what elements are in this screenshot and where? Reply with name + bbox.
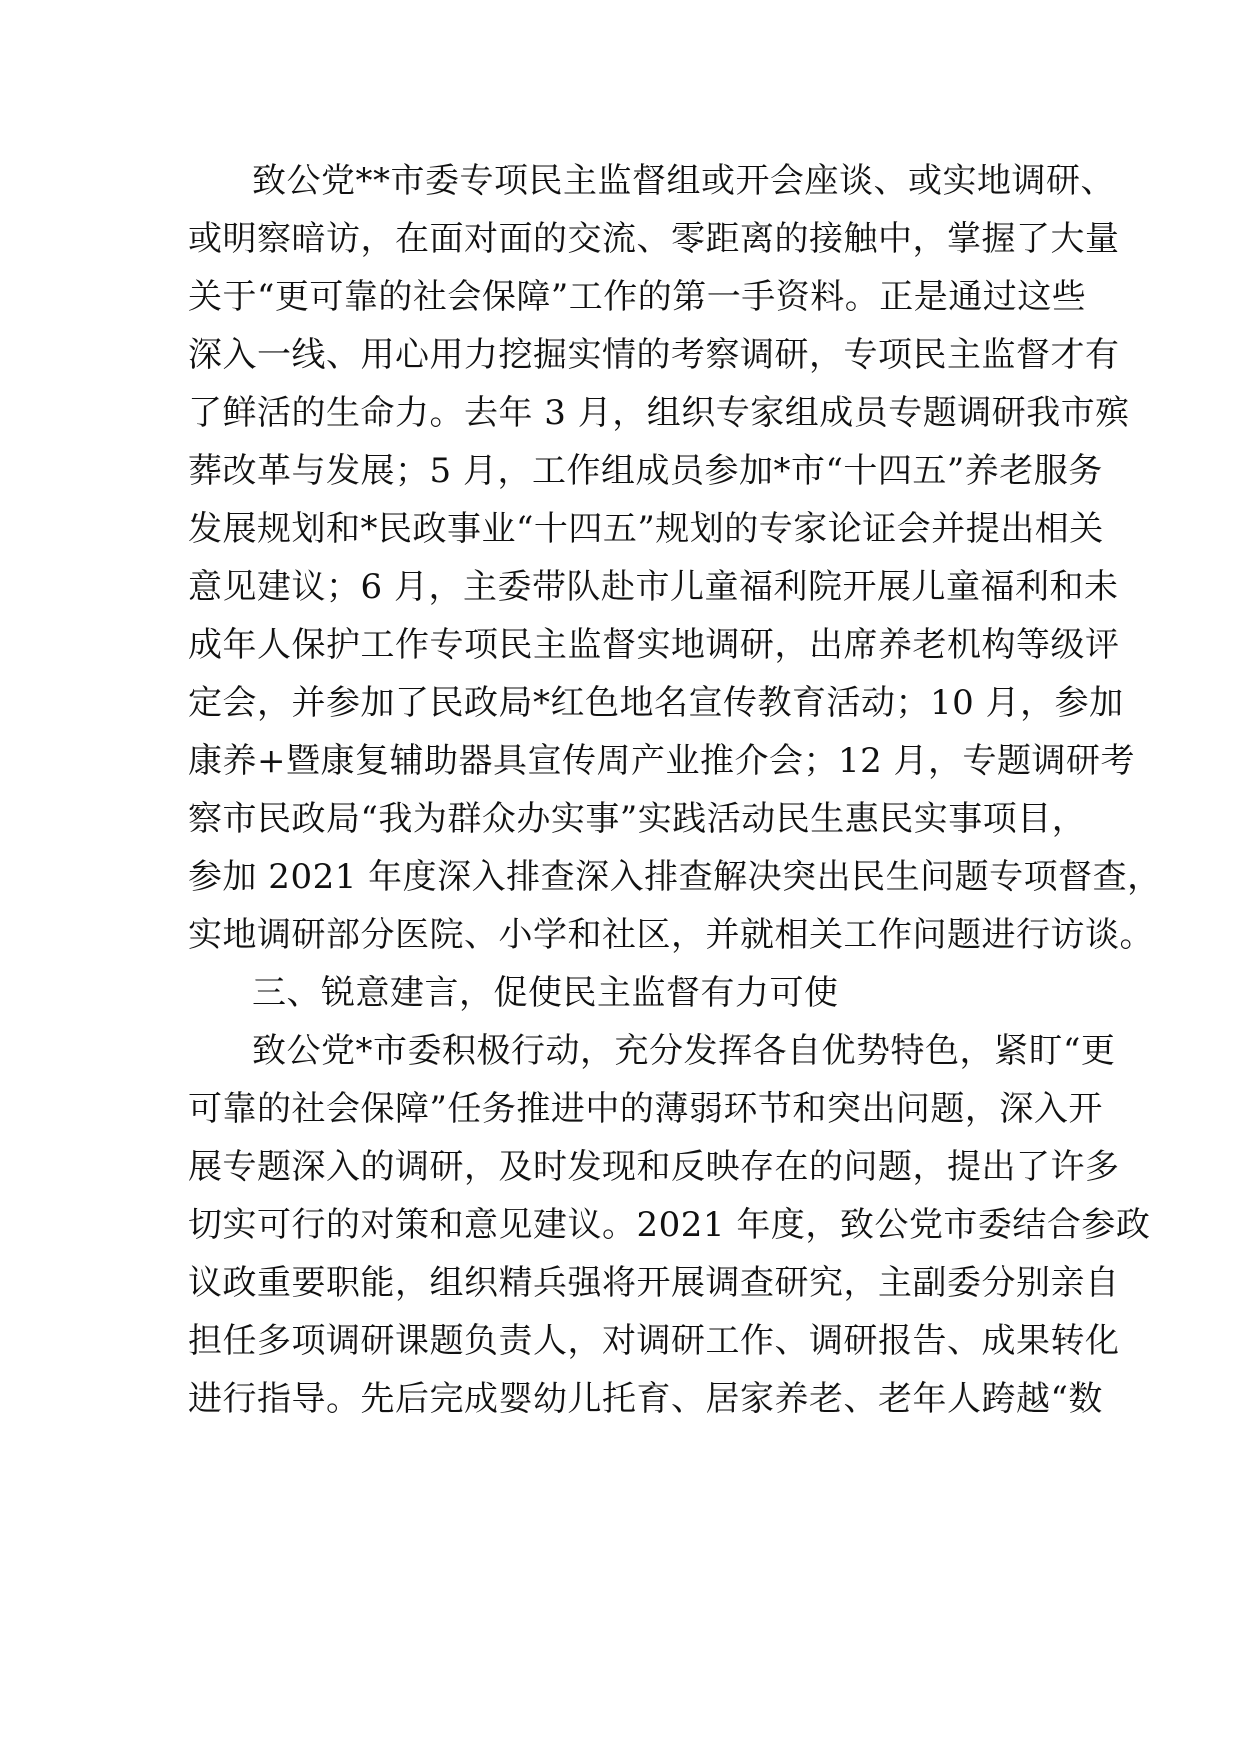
paragraph-1-line-1: 致公党**市委专项民主监督组或开会座谈、或实地调研、: [252, 161, 1115, 201]
paragraph-2-line-7: 进行指导。先后完成婴幼儿托育、居家养老、老年人跨越“数: [188, 1379, 1103, 1419]
paragraph-2-line-3: 展专题深入的调研，及时发现和反映存在的问题，提出了许多: [188, 1147, 1120, 1187]
section-heading: 三、锐意建言，促使民主监督有力可使: [252, 973, 839, 1013]
paragraph-1-line-2: 或明察暗访，在面对面的交流、零距离的接触中，掌握了大量: [188, 219, 1120, 259]
paragraph-1-line-3: 关于“更可靠的社会保障”工作的第一手资料。正是通过这些: [188, 277, 1087, 317]
paragraph-1-line-13: 参加 2021 年度深入排查深入排查解决突出民生问题专项督查，: [188, 857, 1162, 897]
paragraph-2-line-6: 担任多项调研课题负责人，对调研工作、调研报告、成果转化: [188, 1321, 1120, 1361]
paragraph-1-line-9: 成年人保护工作专项民主监督实地调研，出席养老机构等级评: [188, 625, 1120, 665]
paragraph-2-line-5: 议政重要职能，组织精兵强将开展调查研究，主副委分别亲自: [188, 1263, 1120, 1303]
paragraph-2-line-4: 切实可行的对策和意见建议。2021 年度，致公党市委结合参政: [188, 1205, 1151, 1245]
paragraph-1-line-11: 康养+暨康复辅助器具宣传周产业推介会；12 月，专题调研考: [188, 741, 1136, 781]
paragraph-1-line-10: 定会，并参加了民政局*红色地名宣传教育活动；10 月，参加: [188, 683, 1124, 723]
paragraph-1-line-12: 察市民政局“我为群众办实事”实践活动民生惠民实事项目，: [188, 799, 1087, 839]
paragraph-2-line-2: 可靠的社会保障”任务推进中的薄弱环节和突出问题，深入开: [188, 1089, 1103, 1129]
paragraph-1-line-4: 深入一线、用心用力挖掘实情的考察调研，专项民主监督才有: [188, 335, 1120, 375]
paragraph-2-line-1: 致公党*市委积极行动，充分发挥各自优势特色，紧盯“更: [252, 1031, 1116, 1071]
paragraph-1-line-6: 葬改革与发展；5 月，工作组成员参加*市“十四五”养老服务: [188, 451, 1103, 491]
paragraph-1-line-7: 发展规划和*民政事业“十四五”规划的专家论证会并提出相关: [188, 509, 1104, 549]
paragraph-1-line-5: 了鲜活的生命力。去年 3 月，组织专家组成员专题调研我市殡: [188, 393, 1130, 433]
paragraph-1-line-8: 意见建议；6 月，主委带队赴市儿童福利院开展儿童福利和未: [188, 567, 1119, 607]
paragraph-1-line-14: 实地调研部分医院、小学和社区，并就相关工作问题进行访谈。: [188, 915, 1154, 955]
